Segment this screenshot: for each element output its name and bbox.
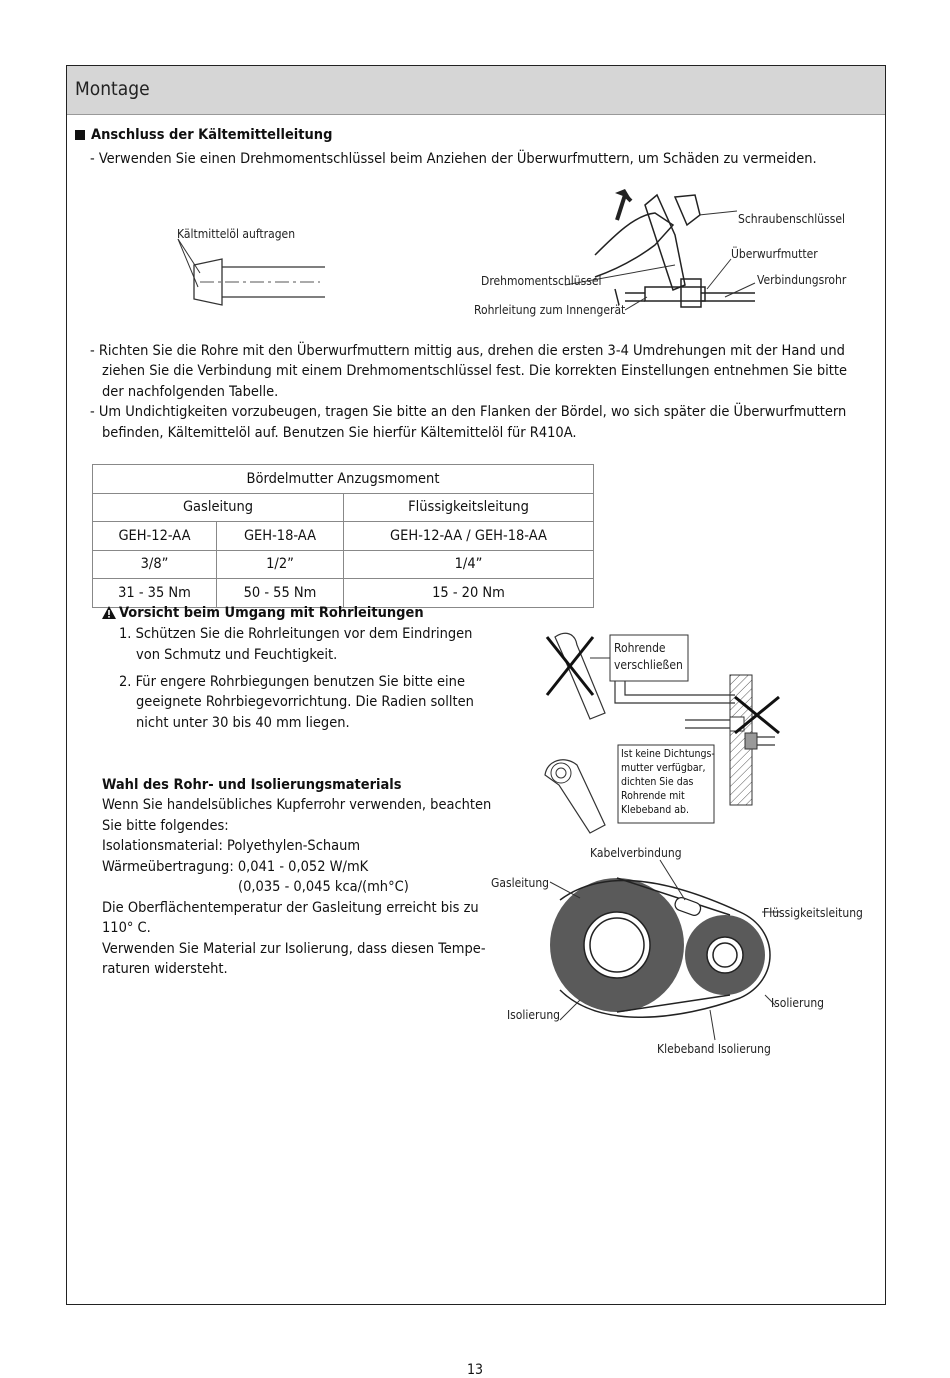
model-cell: GEH-12-AA xyxy=(93,522,217,551)
paragraph-2a: - Um Undichtigkeiten vorzubeugen, tragen Sie bitte an den Flanken der Bördel, wo sich später die Überwurfmuttern xyxy=(90,404,847,420)
insulation-figure xyxy=(540,860,800,1040)
material-line: 110° C. xyxy=(102,920,151,936)
page-number: 13 xyxy=(466,1362,484,1378)
indoor-pipe-label: Rohrleitung zum Innengerät xyxy=(474,303,626,317)
seal-note-line: mutter verfügbar, xyxy=(621,762,706,774)
torque-table xyxy=(92,464,594,608)
size-cell: 1/2” xyxy=(217,550,344,579)
seal-note-line: Klebeband ab. xyxy=(621,804,690,816)
caution-heading: Vorsicht beim Umgang mit Rohrleitungen xyxy=(119,605,424,621)
model-cell: GEH-12-AA / GEH-18-AA xyxy=(344,522,594,551)
torque-cell: 15 - 20 Nm xyxy=(344,579,594,608)
material-heading: Wahl des Rohr- und Isolierungsmaterials xyxy=(102,777,402,793)
torque-wrench-label: Drehmomentschlüssel xyxy=(481,274,602,288)
material-line: raturen widersteht. xyxy=(102,961,228,977)
connecting-pipe-label: Verbindungsrohr xyxy=(757,273,847,287)
liquid-header: Flüssigkeitsleitung xyxy=(344,493,594,522)
close-end-label-a: Rohrende xyxy=(614,641,666,655)
seal-note-line: Ist keine Dichtungs- xyxy=(621,748,715,760)
liquid-pipe-label: Flüssigkeitsleitung xyxy=(763,906,863,920)
section-header xyxy=(67,66,885,115)
intro-line: - Verwenden Sie einen Drehmomentschlüssel beim Anziehen der Überwurfmuttern, um Schäden zu vermeiden. xyxy=(90,151,817,167)
caution-item-2a: 2. Für engere Rohrbiegungen benutzen Sie bitte eine xyxy=(119,674,465,690)
section-heading: Anschluss der Kältemittelleitung xyxy=(91,127,333,143)
oil-label: Kältmittelöl auftragen xyxy=(177,227,296,241)
caution-item-1b: von Schmutz und Feuchtigkeit. xyxy=(136,647,338,663)
seal-note-line: Rohrende mit xyxy=(621,790,685,802)
paragraph-1a: - Richten Sie die Rohre mit den Überwurfmuttern mittig aus, drehen die ersten 3-4 Umdrehungen mit der Hand und xyxy=(90,343,845,359)
nut-label: Überwurfmutter xyxy=(731,247,818,261)
model-cell: GEH-18-AA xyxy=(217,522,344,551)
material-line: Wärmeübertragung: 0,041 - 0,052 W/mK xyxy=(102,859,369,875)
warning-icon xyxy=(102,606,116,619)
insulation-label: Isolierung xyxy=(507,1008,561,1022)
material-line: (0,035 - 0,045 kca/(mh°C) xyxy=(238,879,409,895)
paragraph-2b: befinden, Kältemittelöl auf. Benutzen Sie hierfür Kältemittelöl für R410A. xyxy=(102,425,577,441)
material-line: Die Oberflächentemperatur der Gasleitung erreicht bis zu xyxy=(102,900,479,916)
material-line: Sie bitte folgendes: xyxy=(102,818,229,834)
page-title: Montage xyxy=(75,78,150,100)
gas-pipe-label: Gasleitung xyxy=(491,876,550,890)
material-line: Wenn Sie handelsübliches Kupferrohr verwenden, beachten xyxy=(102,797,492,813)
bullet-square-icon xyxy=(75,130,85,140)
caution-item-1a: 1. Schützen Sie die Rohrleitungen vor dem Eindringen xyxy=(119,626,473,642)
size-cell: 1/4” xyxy=(344,550,594,579)
seal-note xyxy=(621,747,715,817)
close-end-label-b: verschließen xyxy=(614,658,683,672)
torque-cell: 50 - 55 Nm xyxy=(217,579,344,608)
caution-item-2c: nicht unter 30 bis 40 mm liegen. xyxy=(136,715,350,731)
cable-label: Kabelverbindung xyxy=(590,846,682,860)
paragraph-1b: ziehen Sie die Verbindung mit einem Drehmomentschlüssel fest. Die korrekten Einstellungen entnehmen Sie bitte xyxy=(102,363,847,379)
torque-cell: 31 - 35 Nm xyxy=(93,579,217,608)
material-line: Verwenden Sie Material zur Isolierung, dass diesen Tempe- xyxy=(102,941,486,957)
size-cell: 3/8” xyxy=(93,550,217,579)
caution-item-2b: geeignete Rohrbiegevorrichtung. Die Radien sollten xyxy=(136,694,474,710)
wrench-label: Schraubenschlüssel xyxy=(738,212,846,226)
seal-note-line: dichten Sie das xyxy=(621,776,694,788)
tape-label: Klebeband Isolierung xyxy=(657,1042,771,1056)
insulation-label: Isolierung xyxy=(771,996,825,1010)
table-title: Bördelmutter Anzugsmoment xyxy=(93,465,594,494)
gas-header: Gasleitung xyxy=(93,493,344,522)
material-line: Isolationsmaterial: Polyethylen-Schaum xyxy=(102,838,361,854)
paragraph-1c: der nachfolgenden Tabelle. xyxy=(102,384,279,400)
